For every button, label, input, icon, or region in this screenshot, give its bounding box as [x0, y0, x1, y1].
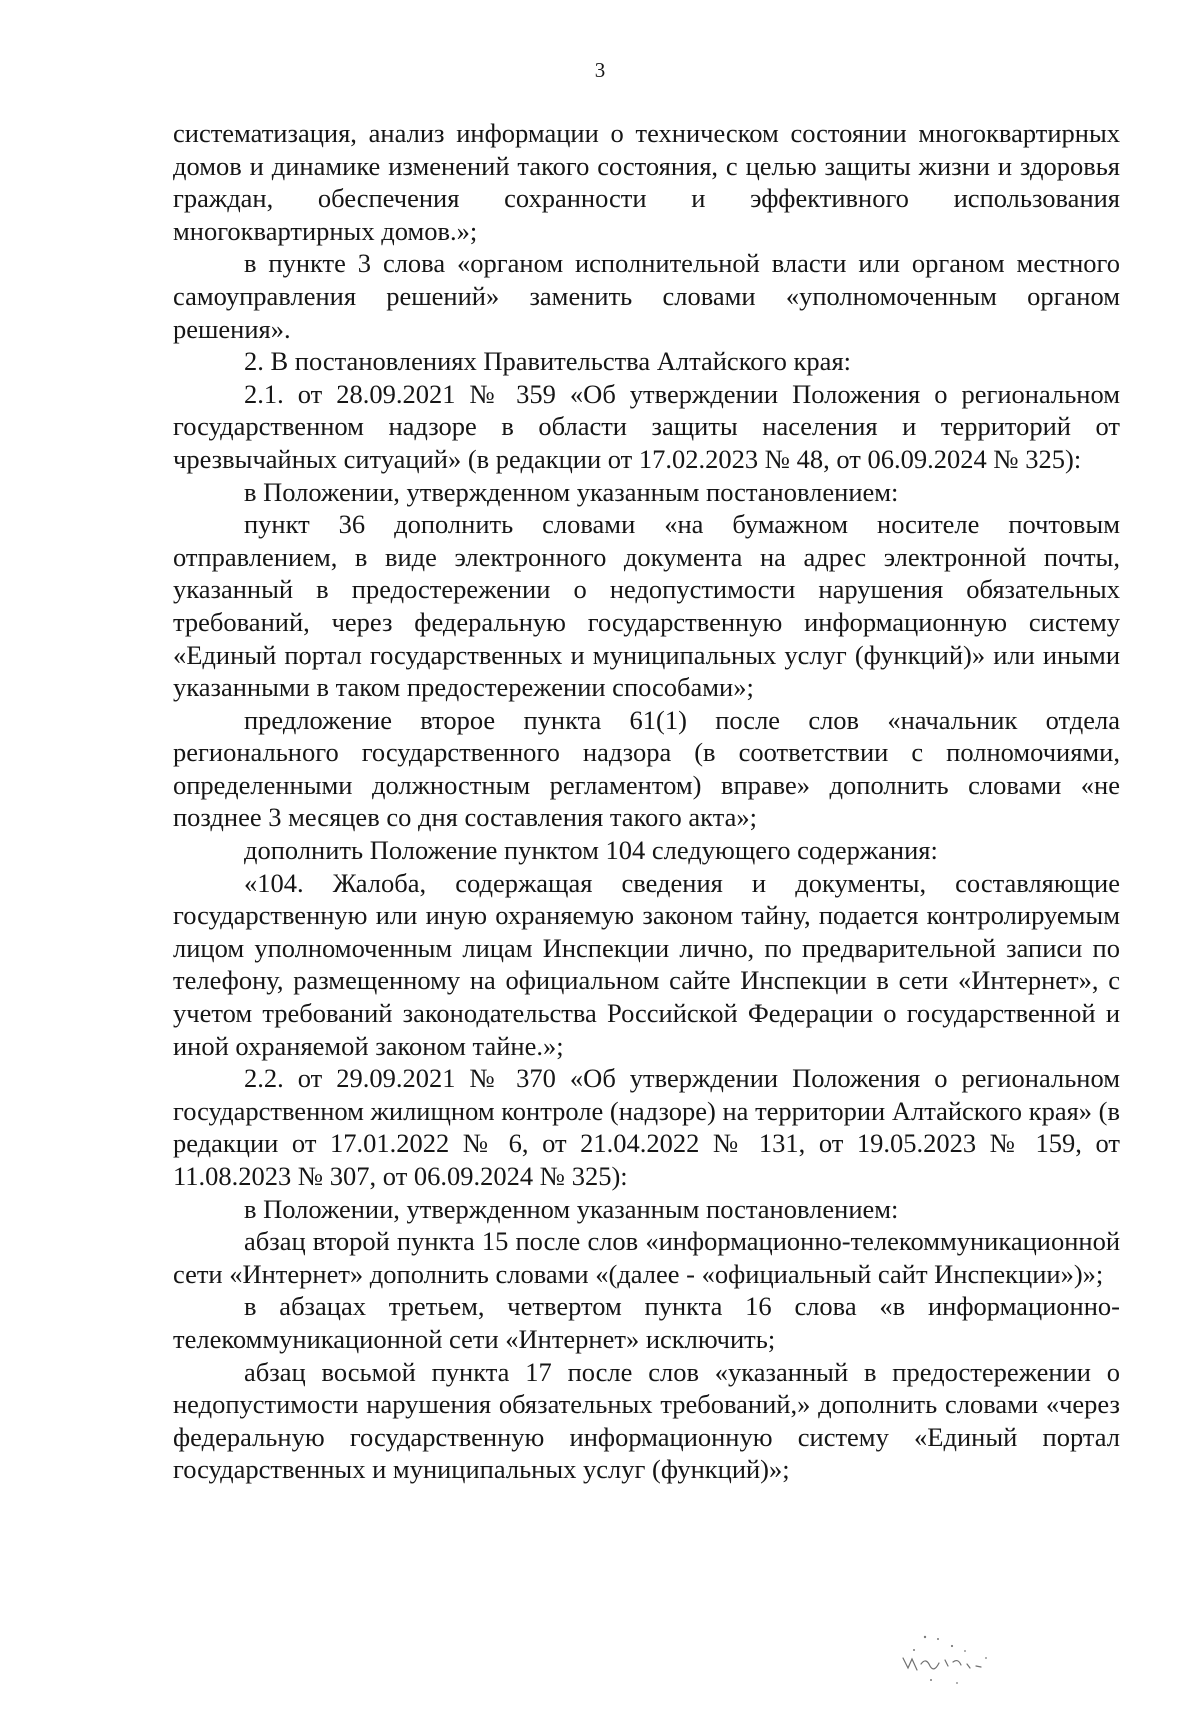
paragraph-12: абзац второй пункта 15 после слов «информационно-телекоммуникационной сети «Интернет» дополнить словами «(далее - «официальный сайт Инспекции»)»; — [173, 1226, 1120, 1289]
page-number: 3 — [594, 58, 606, 82]
paragraph-8: дополнить Положение пунктом 104 следующего содержания: — [244, 835, 938, 866]
paragraph-10: 2.2. от 29.09.2021 № 370 «Об утверждении Положения о региональном государственном жилищном контроле (надзоре) на территории Алтайского края» (в редакции от 17.01.2022 № 6, от 21.04.2022 № 131, от 19.05.2023 № 159, от 11.08.2023 № 307, от 06.09.2024 № 325): — [173, 1063, 1120, 1191]
paragraph-11: в Положении, утвержденном указанным постановлением: — [244, 1193, 899, 1224]
paragraph-9: «104. Жалоба, содержащая сведения и документы, составляющие государственную или иную охраняемую законом тайну, подается контролируемым лицом уполномоченным лицам Инспекции лично, по предварительной записи по телефону, размещенному на официальном сайте Инспекции в сети «Интернет», с учетом требований законодательства Российской Федерации о государственной и иной охраняемой законом тайне.»; — [173, 867, 1120, 1061]
paragraph-5: в Положении, утвержденном указанным постановлением: — [244, 476, 899, 507]
document-body — [173, 117, 1120, 1486]
paragraph-14: абзац восьмой пункта 17 после слов «указанный в предостережении о недопустимости нарушения обязательных требований,» дополнить словами «через федеральную государственную информационную систему «Единый портал государственных и муниципальных услуг (функций)»; — [173, 1356, 1120, 1485]
paragraph-4: 2.1. от 28.09.2021 № 359 «Об утверждении Положения о региональном государственном надзоре в области защиты населения и территорий от чрезвычайных ситуаций» (в редакции от 17.02.2023 № 48, от 06.09.2024 № 325): — [173, 378, 1120, 474]
paragraph-3: 2. В постановлениях Правительства Алтайского края: — [244, 346, 851, 377]
paragraph-1: систематизация, анализ информации о техническом состоянии многоквартирных домов и динамике изменений такого состояния, с целью защиты жизни и здоровья граждан, обеспечения сохранности и эффективного использования многоквартирных домов.»; — [173, 118, 1120, 246]
paragraph-2: в пункте 3 слова «органом исполнительной власти или органом местного самоуправления решений» заменить словами «уполномоченным органом решения». — [173, 248, 1120, 344]
paragraph-13: в абзацах третьем, четвертом пункта 16 слова «в информационно-телекоммуникационной сети «Интернет» исключить; — [173, 1291, 1120, 1354]
signature-mark — [895, 1628, 1020, 1688]
paragraph-6: пункт 36 дополнить словами «на бумажном носителе почтовым отправлением, в виде электронного документа на адрес электронной почты, указанный в предостережении о недопустимости нарушения обязательных требований, через федеральную государственную информационную систему «Единый портал государственных и муниципальных услуг (функций)» или иными указанными в таком предостережении способами»; — [173, 509, 1120, 703]
paragraph-7: предложение второе пункта 61(1) после слов «начальник отдела регионального государственного надзора (в соответствии с полномочиями, определенными должностным регламентом) вправе» дополнить словами «не позднее 3 месяцев со дня составления такого акта»; — [173, 704, 1120, 833]
